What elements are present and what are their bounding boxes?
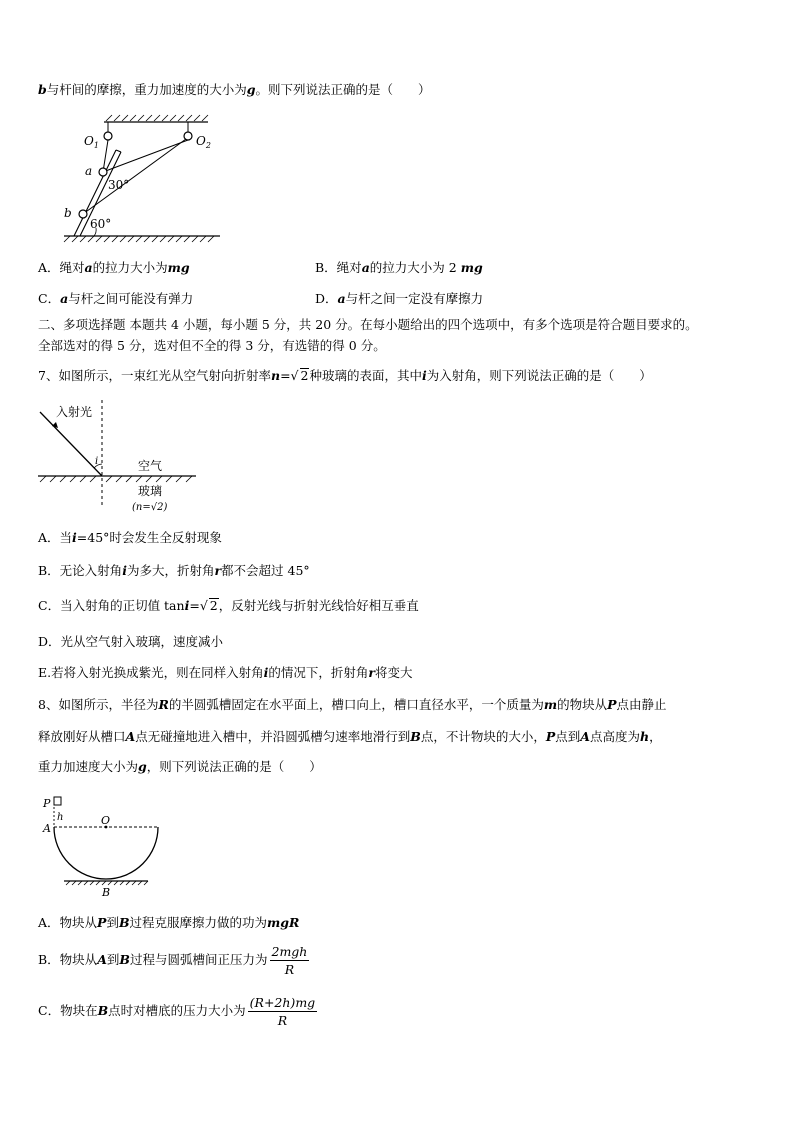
q8-option-c: C．物块在B点时对槽底的压力大小为 $\frac{(R+2h)mg}{R}$ (38, 995, 316, 1028)
q8-option-b-fraction: $\frac{\text{2mgh}}{R}$ (271, 944, 308, 977)
q6-fig-label-o2: $O_2$ (196, 134, 211, 150)
q7-stem: 7、如图所示，一束红光从空气射向折射率n=√ 2种玻璃的表面，其中i为入射角，则下列说法正确的是（ ） (38, 368, 652, 383)
q7-option-c: C．当入射角的正切值 tani=√ 2，反射光线与折射光线恰好相互垂直 (38, 598, 419, 613)
q7-fig-label-incident: 入射光 (56, 405, 93, 419)
q8-stem-line3: 重力加速度大小为g，则下列说法正确的是（ ） (38, 759, 322, 774)
q7-fig-label-n: (n=√2) (132, 502, 168, 513)
q8-figure (40, 795, 170, 900)
q8-option-b: B．物块从A到B过程与圆弧槽间正压力为 $\frac{\text{2mgh}}{R}$ (38, 944, 308, 977)
q7-fig-label-i: i (95, 456, 99, 467)
q6-stem (38, 82, 431, 98)
q6-stem-var: b (38, 82, 47, 97)
q8-stem-line1: 8、如图所示，半径为R的半圆弧槽固定在水平面上，槽口向上，槽口直径水平，一个质量为m的物块从P点由静止 (38, 697, 667, 712)
q6-option-d: D．a与杆之间一定没有摩擦力 (315, 291, 484, 306)
q7-option-a: A．当i=45°时会发生全反射现象 (38, 530, 222, 545)
q6-fig-label-b: b (64, 206, 72, 220)
q8-fig-label-o: O (101, 814, 111, 827)
q6-figure (60, 108, 220, 243)
q7-fig-label-glass: 玻璃 (138, 484, 163, 498)
q8-fig-label-a: A (43, 822, 51, 835)
section2-line1: 二、多项选择题 本题共 4 小题，每小题 5 分，共 20 分。在每小题给出的四个选项中，有多个选项是符合题目要求的。 (38, 317, 698, 332)
q8-fig-label-p: P (43, 797, 51, 810)
q8-fig-label-h: h (57, 812, 64, 823)
q6-stem-g: g (246, 82, 256, 97)
q6-stem-text-end: 。则下列说法正确的是（ ） (255, 82, 431, 97)
q6-option-a: A．绳对a的拉力大小为mg (38, 260, 190, 275)
q6-stem-text: 与杆间的摩擦，重力加速度的大小为 (46, 82, 247, 97)
q6-option-b: B．绳对a的拉力大小为 2 mg (315, 260, 483, 275)
q7-option-e: E.若将入射光换成紫光，则在同样入射角i的情况下，折射角r将变大 (38, 665, 413, 680)
q6-fig-label-30: 30° (108, 178, 130, 192)
q7-option-d: D．光从空气射入玻璃，速度减小 (38, 634, 224, 649)
q6-fig-label-a: a (85, 164, 93, 178)
q6-option-c: C．a与杆之间可能没有弹力 (38, 291, 194, 306)
q6-fig-label-o1: $O_1$ (84, 134, 99, 150)
section2-line2: 全部选对的得 5 分，选对但不全的得 3 分，有选错的得 0 分。 (38, 338, 386, 353)
q6-fig-label-60: 60° (90, 217, 112, 231)
q8-option-c-fraction: $\frac{(R+2h)mg}{R}$ (249, 995, 316, 1028)
q8-option-a: A．物块从P到B过程克服摩擦力做的功为mgR (38, 915, 300, 930)
q8-stem-line2: 释放刚好从槽口A点无碰撞地进入槽中，并沿圆弧槽匀速率地滑行到B点，不计物块的大小，P点到A点高度为h， (38, 729, 662, 744)
q7-fig-label-air: 空气 (138, 459, 163, 473)
q8-fig-label-b: B (102, 886, 111, 899)
q7-figure (36, 398, 206, 516)
q7-option-b: B．无论入射角i为多大，折射角r都不会超过 45° (38, 563, 310, 578)
